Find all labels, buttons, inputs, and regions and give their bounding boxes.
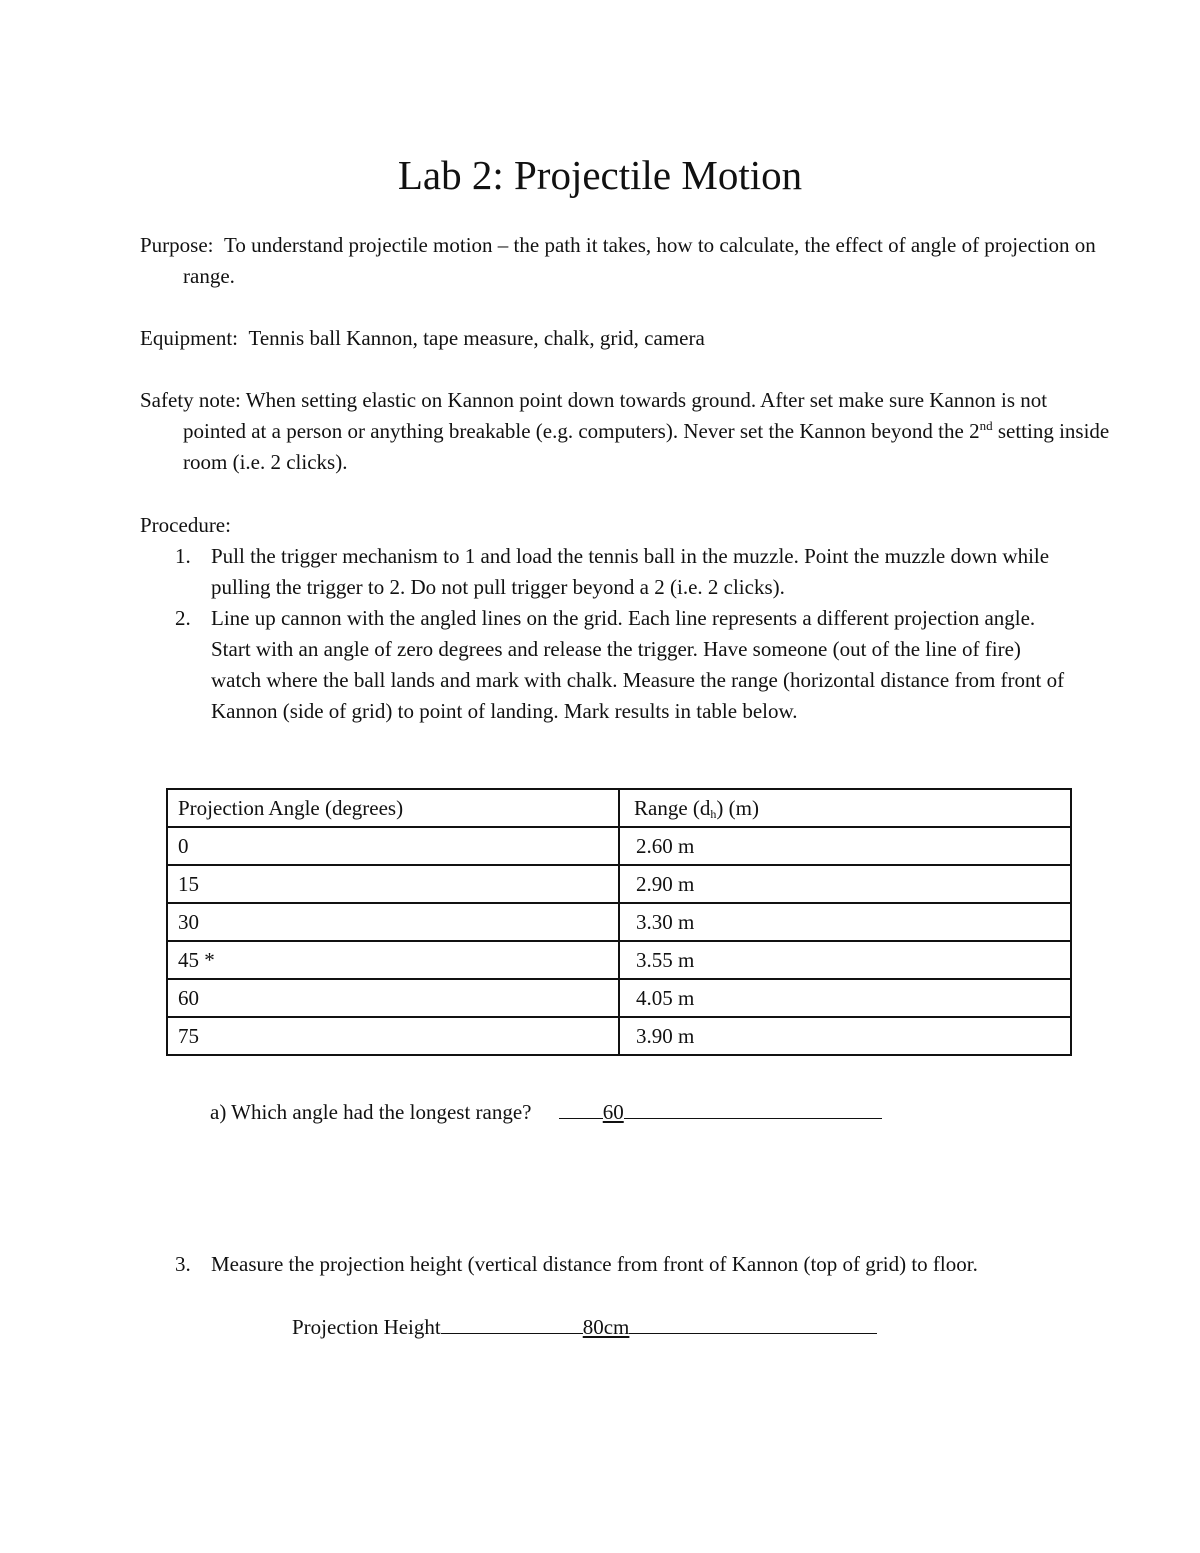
projection-height-label: Projection Height (292, 1315, 441, 1339)
safety-paragraph (140, 385, 1113, 478)
cell-angle: 0 (167, 827, 619, 865)
safety-text-after: setting inside room (i.e. 2 clicks). (183, 419, 1110, 474)
height-blank-tail (629, 1311, 877, 1334)
purpose-text: To understand projectile motion – the path it takes, how to calculate, the effect of angle of projection on range. (183, 233, 1096, 288)
question-a (210, 1096, 882, 1128)
purpose-paragraph (140, 230, 1113, 292)
page-title: Lab 2: Projectile Motion (397, 152, 803, 198)
equipment-text: Tennis ball Kannon, tape measure, chalk, grid, camera (248, 326, 705, 350)
results-table (166, 788, 1072, 1056)
step-number: 1. (175, 544, 191, 568)
cell-range: 3.30 m (619, 903, 1071, 941)
safety-label: Safety note: (140, 388, 241, 412)
header-range: Range $(d_h)$ (m) (619, 789, 1071, 827)
procedure-step (140, 1249, 1070, 1280)
step-text: Measure the projection height (vertical distance from front of Kannon (top of grid) to floor. (211, 1252, 978, 1276)
cell-range: 3.55 m (619, 941, 1071, 979)
safety-superscript: nd (979, 418, 993, 433)
table-row (167, 941, 1071, 979)
question-a-prompt: a) Which angle had the longest range? (210, 1100, 532, 1124)
procedure-list-part1 (140, 541, 1070, 727)
projection-height-answer[interactable]: 80cm (582, 1315, 630, 1339)
cell-range: 3.90 m (619, 1017, 1071, 1055)
height-blank-lead (441, 1311, 583, 1334)
equipment-paragraph (140, 323, 1070, 354)
cell-range: 4.05 m (619, 979, 1071, 1017)
cell-angle: 30 (167, 903, 619, 941)
table-row (167, 1017, 1071, 1055)
header-angle: Projection Angle (degrees) (167, 789, 619, 827)
step-number: 3. (175, 1252, 191, 1276)
cell-angle: 45 * (167, 941, 619, 979)
cell-range: 2.90 m (619, 865, 1071, 903)
cell-angle: 60 (167, 979, 619, 1017)
answer-blank-lead (559, 1096, 603, 1119)
table-row (167, 827, 1071, 865)
equipment-label: Equipment: (140, 326, 238, 350)
cell-angle: 15 (167, 865, 619, 903)
procedure-step (140, 603, 1070, 727)
cell-range: 2.60 m (619, 827, 1071, 865)
table-header-row (167, 789, 1071, 827)
question-a-answer[interactable]: 60 (602, 1100, 624, 1124)
table-row (167, 865, 1071, 903)
purpose-label: Purpose: (140, 233, 214, 257)
answer-blank-tail (624, 1096, 882, 1119)
cell-angle: 75 (167, 1017, 619, 1055)
procedure-list-part2 (140, 1249, 1070, 1280)
safety-text-before: When setting elastic on Kannon point down towards ground. After set make sure Kannon is not pointed at a person or anything breakable (e.g. computers). Never set the Kannon beyond the 2 (183, 388, 1048, 443)
step-text: Pull the trigger mechanism to 1 and load the tennis ball in the muzzle. Point the muzzle down while pulling the trigger to 2. Do not pull trigger beyond a 2 (i.e. 2 clicks). (211, 544, 1050, 599)
procedure-step (140, 541, 1070, 603)
step-text: Line up cannon with the angled lines on the grid. Each line represents a different projection angle. Start with an angle of zero degrees and release the trigger. Have someone (out of the line of fire) watch where the ball lands and mark with chalk. Measure the range (horizontal distance from front of Kannon (side of grid) to point of landing. Mark results in table below. (211, 606, 1065, 723)
step-number: 2. (175, 606, 191, 630)
procedure-label: Procedure: (140, 513, 231, 537)
table-row (167, 979, 1071, 1017)
projection-height-line (292, 1311, 877, 1343)
table-row (167, 903, 1071, 941)
